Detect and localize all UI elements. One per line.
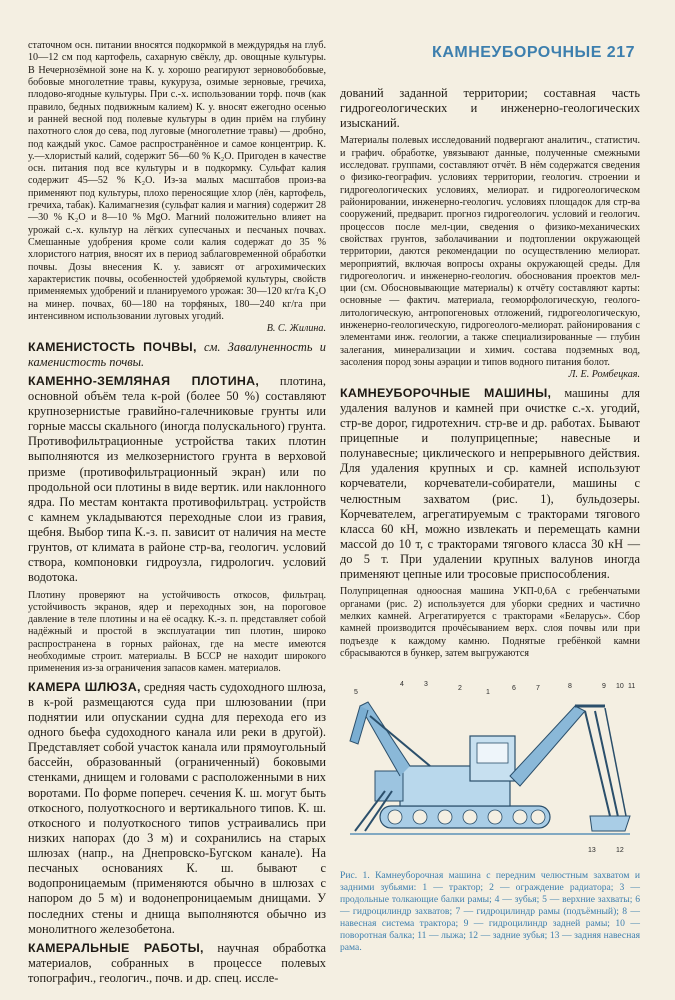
entry-body: машины для удаления валунов и камней при очистке с.-х. угодий, стр-ве дорог, гидротехнич. стр-ве и др. работах. Бывают прицепные и полуприцепные; навесные и полунавесные; циклического и непрерывного действия. Для удаления крупных и ср. камней используют корчеватели, корчеватели-собиратели, машины с челюстным захватом (рис. 1), бульдозеры. Корчевателем, агрегатируемым с тракторами тягового класса 60 кН, можно извлекать и перемещать камни массой до 10 т, с тракторами тягового класса 30 кН — до 5 т. При удалении крупных валунов иногда применяют цепные или тросовые приспособления. [340, 385, 640, 582]
figure-label: 9 [602, 683, 606, 691]
figure-label: 1 [486, 689, 490, 697]
figure-label: 11 [628, 683, 636, 691]
figure-stone-picking-machine [340, 666, 636, 866]
figure-label: 4 [400, 681, 404, 689]
entry-body: научная обработка материалов, собранных в процессе полевых топографич., геологич., почв. и др. спец. иссле- [28, 940, 326, 986]
figure-label: 6 [512, 685, 516, 693]
page-header-title: КАМНЕУБОРОЧНЫЕ 217 [432, 44, 635, 61]
continuation-text: статочном осн. питании вносятся подкормкой в междурядья на глуб. 10—12 см под картофель, сахарную свёклу, др. овощные культуры. В Нечернозёмной зоне на К. у. хорошо реагируют зерновобобовые, бобовые многолетние травы, кукуруза, озимые зерновые, гречиха, плодово-ягодные культуры. При с.-х. использовании торф. почв (как правило, бедных подвижным калием) К. у. вносят ежегодно осенью и ранней весной под полевые культуры в один приём на глубину пахотного слоя до сева, под луговые (многолетние травы) — дробно, под каждый укос. Самое распространённое и самое концентрир. К. у.—хлористый калий, содержит 56—60 % K₂O. Пригоден в качестве осн. питания под все культуры и в подкормку. Сульфат калия содержит 45—52 % K₂O. Из-за малых масштабов произ-ва применяют под культуры, плохо переносящие хлор (лён, картофель, гречиха, табак). Калимагнезия (сульфат калия и магния) содержит 28—30 % K₂O и 8—10 % MgO. Магний положительно влияет на урожай с.-х. культур на лёгких супесчаных и песчаных почвах. Смешанные удобрения кроме соли калия содержат до 35 % хлористого натрия, вносят их в период заблаговременной обработки почвы. Дозы внесения К. у. зависят от агрохимических характеристик почвы, особенностей удобряемой культуры, свойств применяемых удобрений и планируемого урожая: 30—120 кг/га K₂O на минер. почвах, 60—180 на торфяных, 180—240 кг/га при интенсивном использовании луговых угодий. [28, 40, 326, 322]
entry-headword: КАМНЕУБОРОЧНЫЕ МАШИНЫ, [340, 385, 552, 400]
figure-label: 2 [458, 685, 462, 693]
entry-kamenistost [28, 340, 326, 370]
author-signature: Л. Е. Ромбецкая. [568, 369, 640, 381]
entry-kamneuborochnye-mashiny [340, 386, 640, 583]
figure-label: 5 [354, 689, 358, 697]
figure-label: 13 [588, 847, 596, 855]
entry-headword: КАМЕРА ШЛЮЗА, [28, 679, 141, 694]
entry-headword: КАМЕРАЛЬНЫЕ РАБОТЫ, [28, 940, 204, 955]
right-column [340, 86, 640, 954]
figure-caption: Рис. 1. Камнеуборочная машина с передним челюстным захватом и задними зубьями: 1 — трактор; 2 — ограждение радиатора; 3 — продольные толкающие балки рамы; 4 — зубья; 5 — верхние захваты; 6 — гидроцилиндр захватов; 7 — гидроцилиндр рамы (подъёмный); 8 — навесная система трактора; 9 — гидроцилиндр задней рамы; 10 — поворотная балка; 11 — лыжа; 12 — задние зубья; 13 — задняя навесная рама. [340, 870, 640, 954]
continuation-text-2: Материалы полевых исследований подвергают аналитич., статистич. и графич. обработке, увязывают данные, полученные смежными исследоват. группами, составляют отчёт. В нём содержатся сведения о физико-географич. условиях территории, геологич. строении и гидрогеологических условиях, мелиорат. и гидрогеологическом районировании, инженерно-геологич. условиях площадок для стр-ва сооружений, предварит. прогноз гидрогеологич. условий и геологич. процессов после мел-ции, сведения о физико-механических свойствах грунтов, заболачивании и подтоплении окружающей территории, даются рекомендации по осуществлению мелиорат. мероприятий, включая вопросы охраны окружающей среды. Для гидрогеологич. и инженерно-геологич. обоснования проектов мел-ции (см. Обосновывающие материалы) к отчёту составляют карты: основные — фактич. материала, геоморфологическую, геолого-литологическую, антропогеновых отложений, гидрогеологическую, инженерно-геологическую, гидрогеолого-мелиорат. районирования с элементами инж. геологии, а также специализированные — глубин залегания, минерализации и химич. состава подземных вод, засоления пород зоны аэрации и типов водного питания болот. [340, 135, 640, 368]
entry-body: см. Завалуненность и каменистость почвы. [28, 339, 326, 369]
entry-headword: КАМЕННО-ЗЕМЛЯНАЯ ПЛОТИНА, [28, 373, 260, 388]
left-column [28, 40, 326, 986]
figure-label: 10 [616, 683, 624, 691]
continuation-text: дований заданной территории; составная часть гидрогеологических и инженерно-геологических изысканий. [340, 86, 640, 131]
entry-body: средняя часть судоходного шлюза, в к-рой размещаются суда при шлюзовании (при поднятии или опускании судна для перехода его из одного бьефа судоходного канала или реки в другой). Представляет собой участок канала или прямоугольный бассейн, образованный (ограниченный) боковыми стенками, днищем и головами с расположенными в них воротами. По форме попереч. сечения К. ш. могут быть откосного, полуоткосного и вертикального типов. К. ш. откосного и полуоткосного типов устраивались при низких напорах (до 3 м) и сохранились на старых шлюзах (напр., на Днепровско-Бугском канале). На песчаных основаниях К. ш. бывают с водопроницаемым (применяются обычно в шлюзах с напором до 5 м) и водонепроницаемым днищами. У последних стены и днища выполняются обычно из монолитного железобетона. [28, 679, 327, 936]
entry-body: плотина, основной объём тела к-рой (более 50 %) составляют крупнозернистые гравийно-галечниковые грунты или горные массы скального (иногда полускального) грунта. Противофильтрационные устройства таких плотин выполняются из мелкозернистого грунта в верховой призме (противофильтрационный экран) или по продольной оси плотины в виде вертик. или наклонного ядра. По местам контакта противофильтрац. устройств с камнем укладываются переходные слои из гравия, щебня. Выбор типа К.-з. п. зависит от наличия на месте грунтов, от климата в районе стр-ва, геологич. условий створа, компоновки гидроузла, гидрологич. условий водотока. [28, 373, 326, 585]
entry-small-text: Полуприцепная одноосная машина УКП-0,6А с гребенчатыми органами (рис. 2) используется для уборки средних и частично мелких камней. Агрегатируется с тракторами «Беларусь». Сбор камней производится прочёсыванием верх. слоя почвы или при подъезде к каждому камню. Поднятые гребёнкой камни сбрасываются в бункер, затем выгружаются [340, 586, 640, 659]
figure-label: 7 [536, 685, 540, 693]
entry-kamenno-zemlyanaya-plotina [28, 374, 326, 586]
author-signature: В. С. Жилина. [266, 323, 326, 335]
figure-label: 3 [424, 681, 428, 689]
entry-small-text: Плотину проверяют на устойчивость откосов, фильтрац. устойчивость экранов, ядер и переходных зон, на пороговое давление в теле плотины и на её осадку. К.-з. п. представляет собой надёжный и простой в эксплуатации тип плотин, широко распространена в горных районах, где на месте имеются необходимые строит. материалы. В БССР не находит широкого применения из-за ограничения запасов камен. материалов. [28, 589, 326, 675]
figure-label: 12 [616, 847, 624, 855]
entry-kamera-shlyuza [28, 680, 326, 937]
machine-illustration [340, 666, 636, 866]
entry-kameralnye-raboty [28, 941, 326, 986]
figure-label: 8 [568, 683, 572, 691]
entry-headword: КАМЕНИСТОСТЬ ПОЧВЫ, [28, 339, 197, 354]
